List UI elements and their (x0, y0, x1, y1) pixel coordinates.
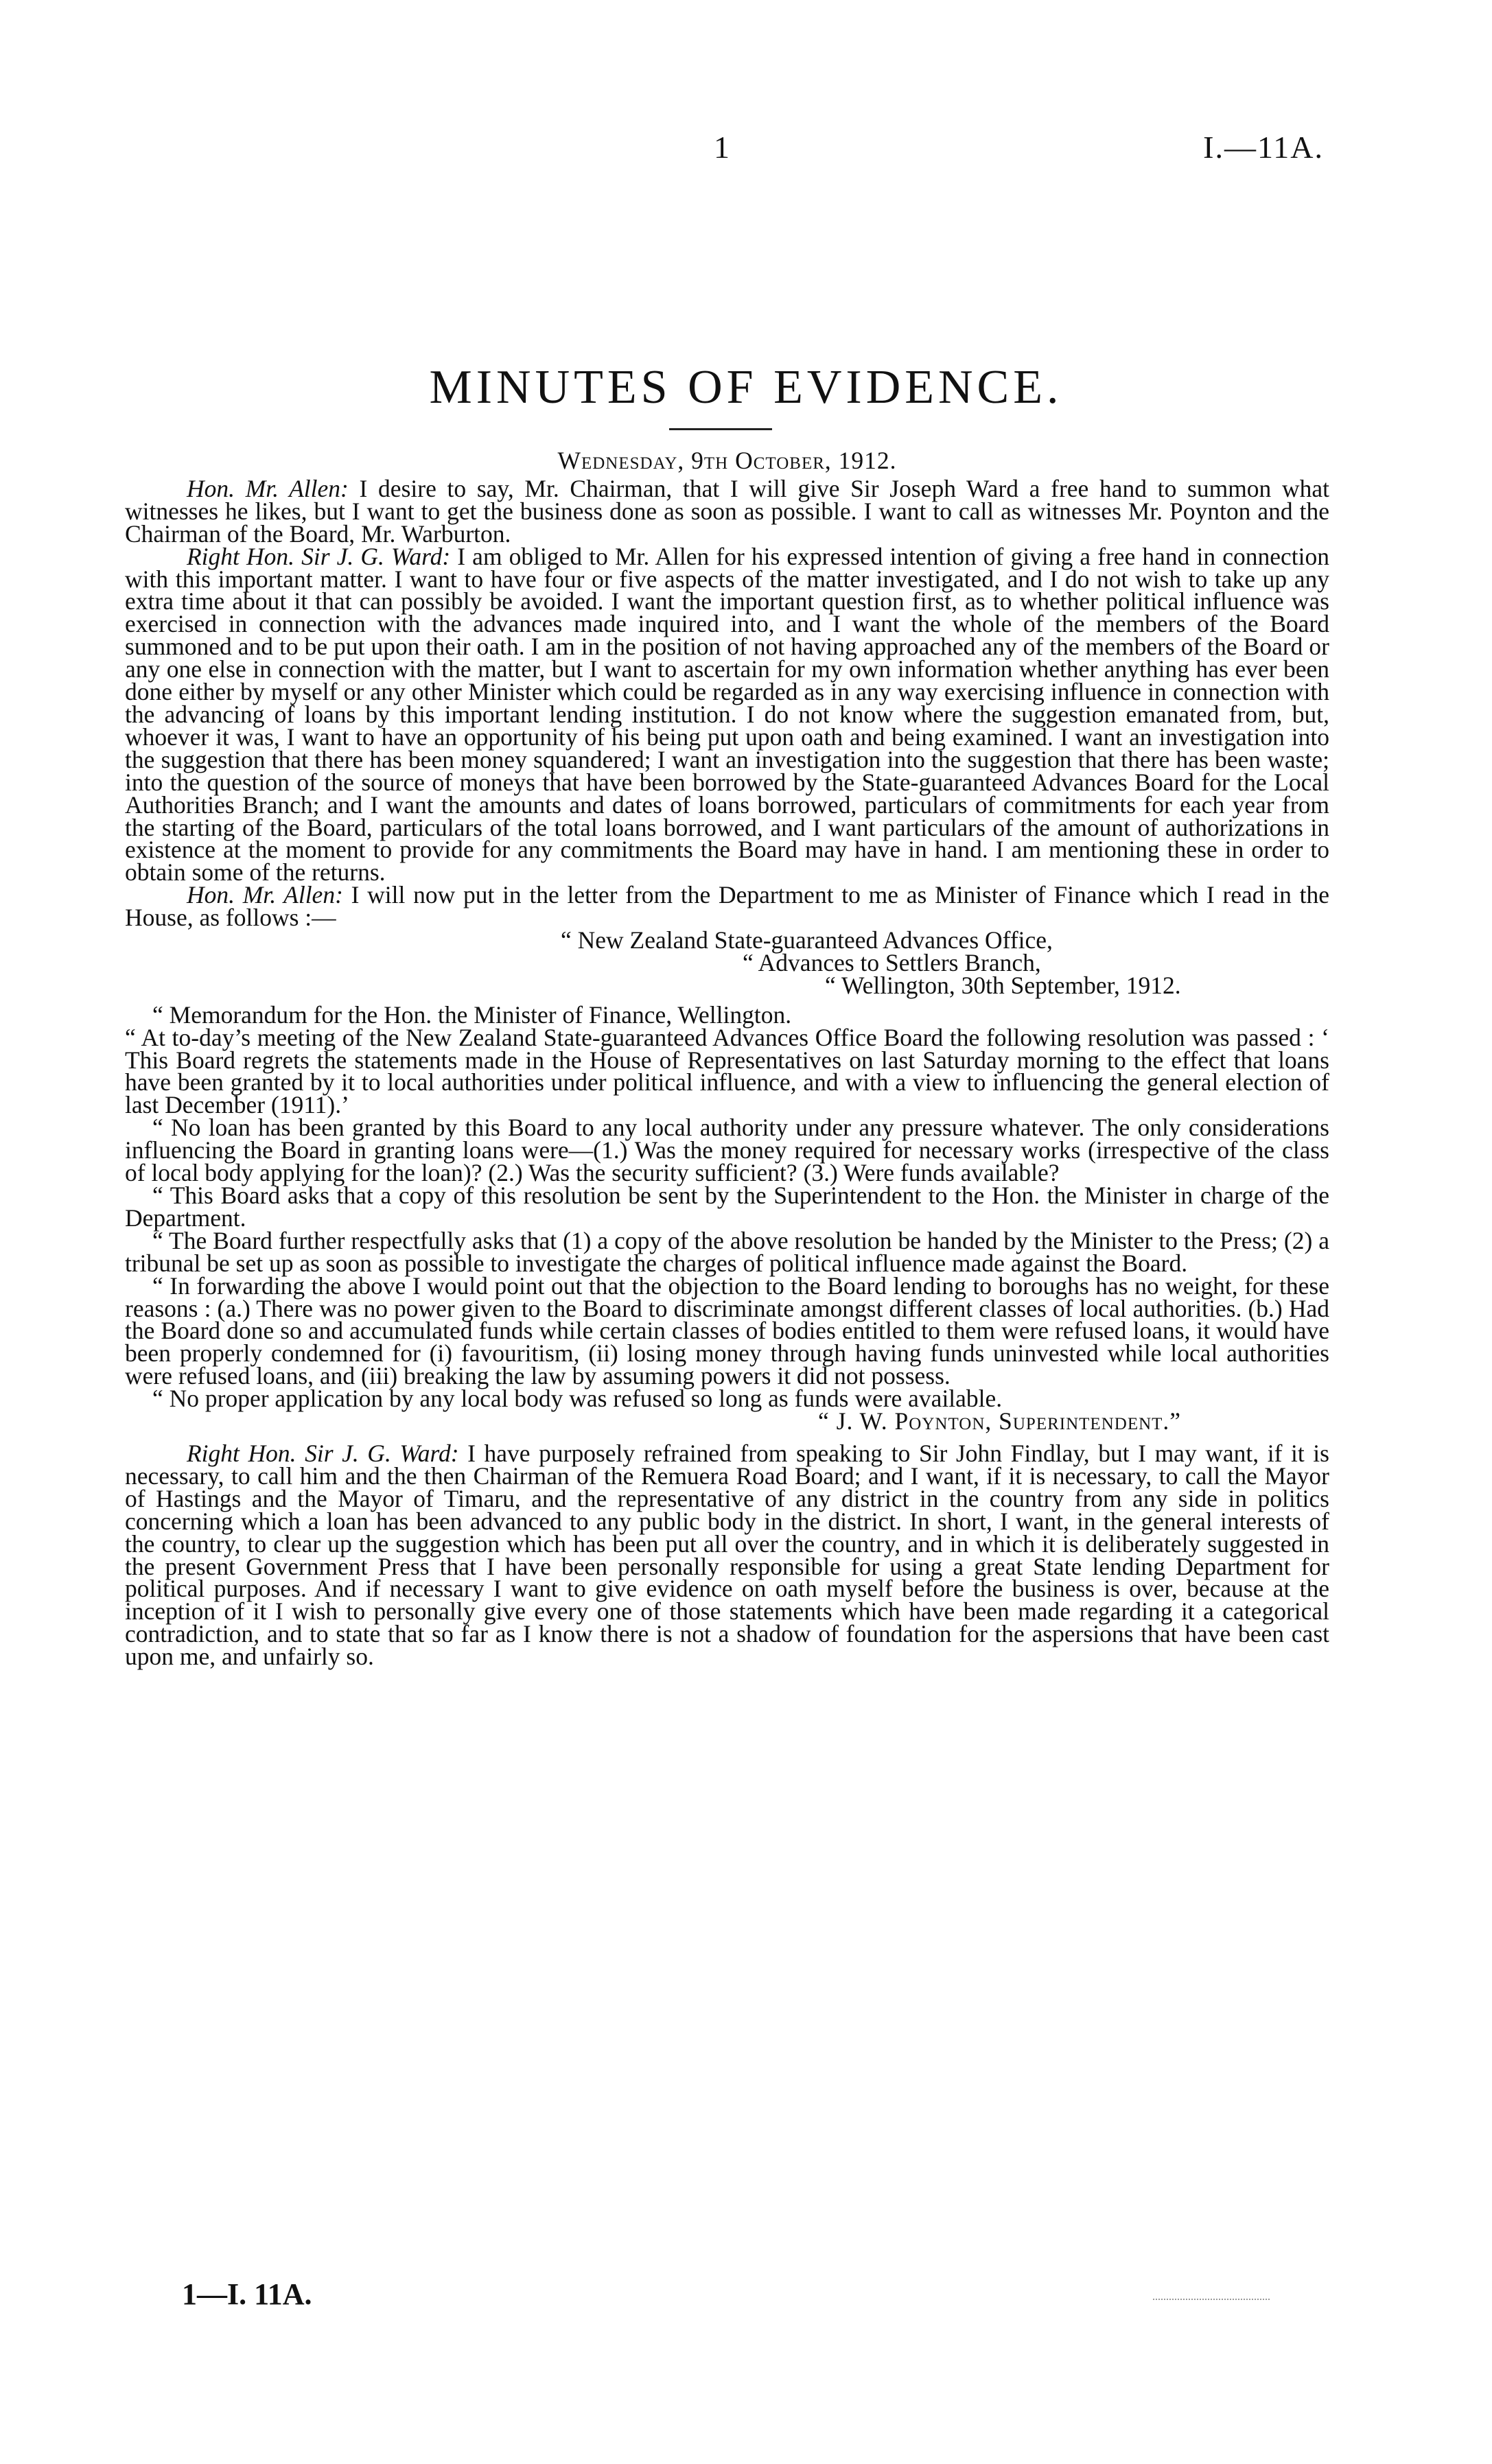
paragraph-text: I am obliged to Mr. Allen for his expressed intention of giving a free hand in connection with this important matter. I want to have four or five aspects of the matter investigated, and I do not wish to take up any extra time about it that can possibly be avoided. I want the important question first, as to whether political influence was exercised in connection with the advances made inquired into, and I want the whole of the members of the Board summoned and to be put upon their oath. I am in the position of not having approached any of the members of the Board or any one else in connection with the matter, but I want to ascertain for my own information whether anything has ever been done either by myself or any other Minister which could be regarded as in any way exercising influence in connection with the advancing of loans by this important lending institution. I do not know where the suggestion emanated from, but, whoever it was, I want to have an opportunity of his being put upon oath and being examined. I want an investigation into the suggestion that there has been money squandered; I want an investigation into the suggestion that there has been waste; into the question of the source of moneys that have been borrowed by the State-guaranteed Advances Board for the Local Authorities Branch; and I want the amounts and dates of loans borrowed, particulars of commitments for each year from the starting of the Board, particulars of the total loans borrowed, and I want particulars of the amount of authorizations in existence at the moment to provide for any commitments the Board may have in hand. I am mentioning these in order to obtain some of the returns. (125, 542, 1329, 887)
letter (125, 926, 1329, 1435)
letter-paragraph: “ The Board further respectfully asks that (1) a copy of the above resolution be handed by the Minister to the Press; (2) a tribunal be set up as soon as possible to investigate the charges of political influence made against the Board. (125, 1226, 1329, 1277)
letter-address-line: “ Wellington, 30th September, 1912. (825, 971, 1181, 999)
letter-paragraph: “ This Board asks that a copy of this resolution be sent by the Superintendent to the Hon. the Minister in charge of the Department. (125, 1182, 1329, 1232)
letter-paragraph: “ No proper application by any local body was refused so long as funds were available. (152, 1385, 1003, 1413)
letter-address-line: “ New Zealand State-guaranteed Advances Office, (561, 926, 1053, 954)
speaker-name: Right Hon. Sir J. G. Ward: (187, 542, 451, 570)
paragraph-ward-1 (125, 542, 1329, 887)
letter-address-line: “ Advances to Settlers Branch, (743, 948, 1041, 976)
paragraph-ward-2 (125, 1439, 1329, 1671)
paragraph-allen-2 (125, 881, 1329, 932)
sessional-reference: I.—11A. (1203, 130, 1324, 165)
signature-mark: 1—I. 11A. (182, 2277, 312, 2311)
letter-paragraph: “ At to-day’s meeting of the New Zealand State-guaranteed Advances Office Board the following resolution was passed : ‘ This Board regrets the statements made in the House of Representatives on last Saturday morning to the effect that loans have been granted by it to local authorities under political influence, and with a view to influencing the general election of last December (1911).’ (125, 1023, 1329, 1119)
letter-paragraph: “ No loan has been granted by this Board to any local authority under any pressure whatever. The only considerations influencing the Board in granting loans were—(1.) Was the money required for necessary works (irrespective of the class of local body applying for the loan)? (2.) Was the security sufficient? (3.) Were funds available? (125, 1114, 1329, 1187)
dotted-rule (1153, 2299, 1270, 2300)
letter-signature: “ J. W. Poynton, Superintendent.” (818, 1407, 1182, 1435)
letter-memo-heading: “ Memorandum for the Hon. the Minister of Finance, Wellington. (152, 1000, 792, 1029)
speaker-name: Right Hon. Sir J. G. Ward: (187, 1439, 459, 1467)
letter-paragraph: “ In forwarding the above I would point out that the objection to the Board lending to boroughs has no weight, for these reasons : (a.) There was no power given to the Board to discriminate amongst different classes of local authorities. (b.) Had the Board done so and accumulated funds while certain classes of bodies entitled to them were refused loans, it would have been properly condemned for (i) favouritism, (ii) losing money through having funds uninvested while local authorities were refused loans, and (iii) breaking the law by assuming powers it did not possess. (125, 1271, 1329, 1390)
page-number: 1 (714, 130, 730, 165)
document-body (125, 447, 1330, 1671)
speaker-name: Hon. Mr. Allen: (187, 881, 343, 909)
paragraph-allen-1 (125, 474, 1330, 548)
paragraph-text: I will now put in the letter from the Department to me as Minister of Finance which I read in the House, as follows :— (125, 881, 1329, 932)
paragraph-text: I have purposely refrained from speaking to Sir John Findlay, but I may want, if it is necessary, to call him and the then Chairman of the Remuera Road Board; and I want, if it is necessary, to call the Mayor of Hastings and the Mayor of Timaru, and the representative of any district in the country from any side in politics concerning which a loan has been advanced to any public body in the district. In short, I want, in the general interests of the country, to clear up the suggestion which has been put all over the country, and in which it is deliberately suggested in the present Government Press that I have been personally responsible for using a great State lending Department for political purposes. And if necessary I want to give evidence on oath myself before the business is over, because at the inception of it I wish to personally give every one of those statements which have been made regarding it a categorical contradiction, and to state that so far as I know there is not a shadow of foundation for the aspersions that have been cast upon me, and unfairly so. (125, 1439, 1329, 1671)
title-rule (669, 428, 772, 430)
speaker-name: Hon. Mr. Allen: (187, 474, 349, 502)
running-header (0, 129, 1492, 170)
sitting-date: Wednesday, 9th October, 1912. (557, 447, 897, 474)
paragraph-text: I desire to say, Mr. Chairman, that I will give Sir Joseph Ward a free hand to summon what witnesses he likes, but I want to get the business done as soon as possible. I want to call as witnesses Mr. Poynton and the Chairman of the Board, Mr. Warburton. (125, 474, 1330, 548)
page-title: MINUTES OF EVIDENCE. (429, 361, 1063, 414)
